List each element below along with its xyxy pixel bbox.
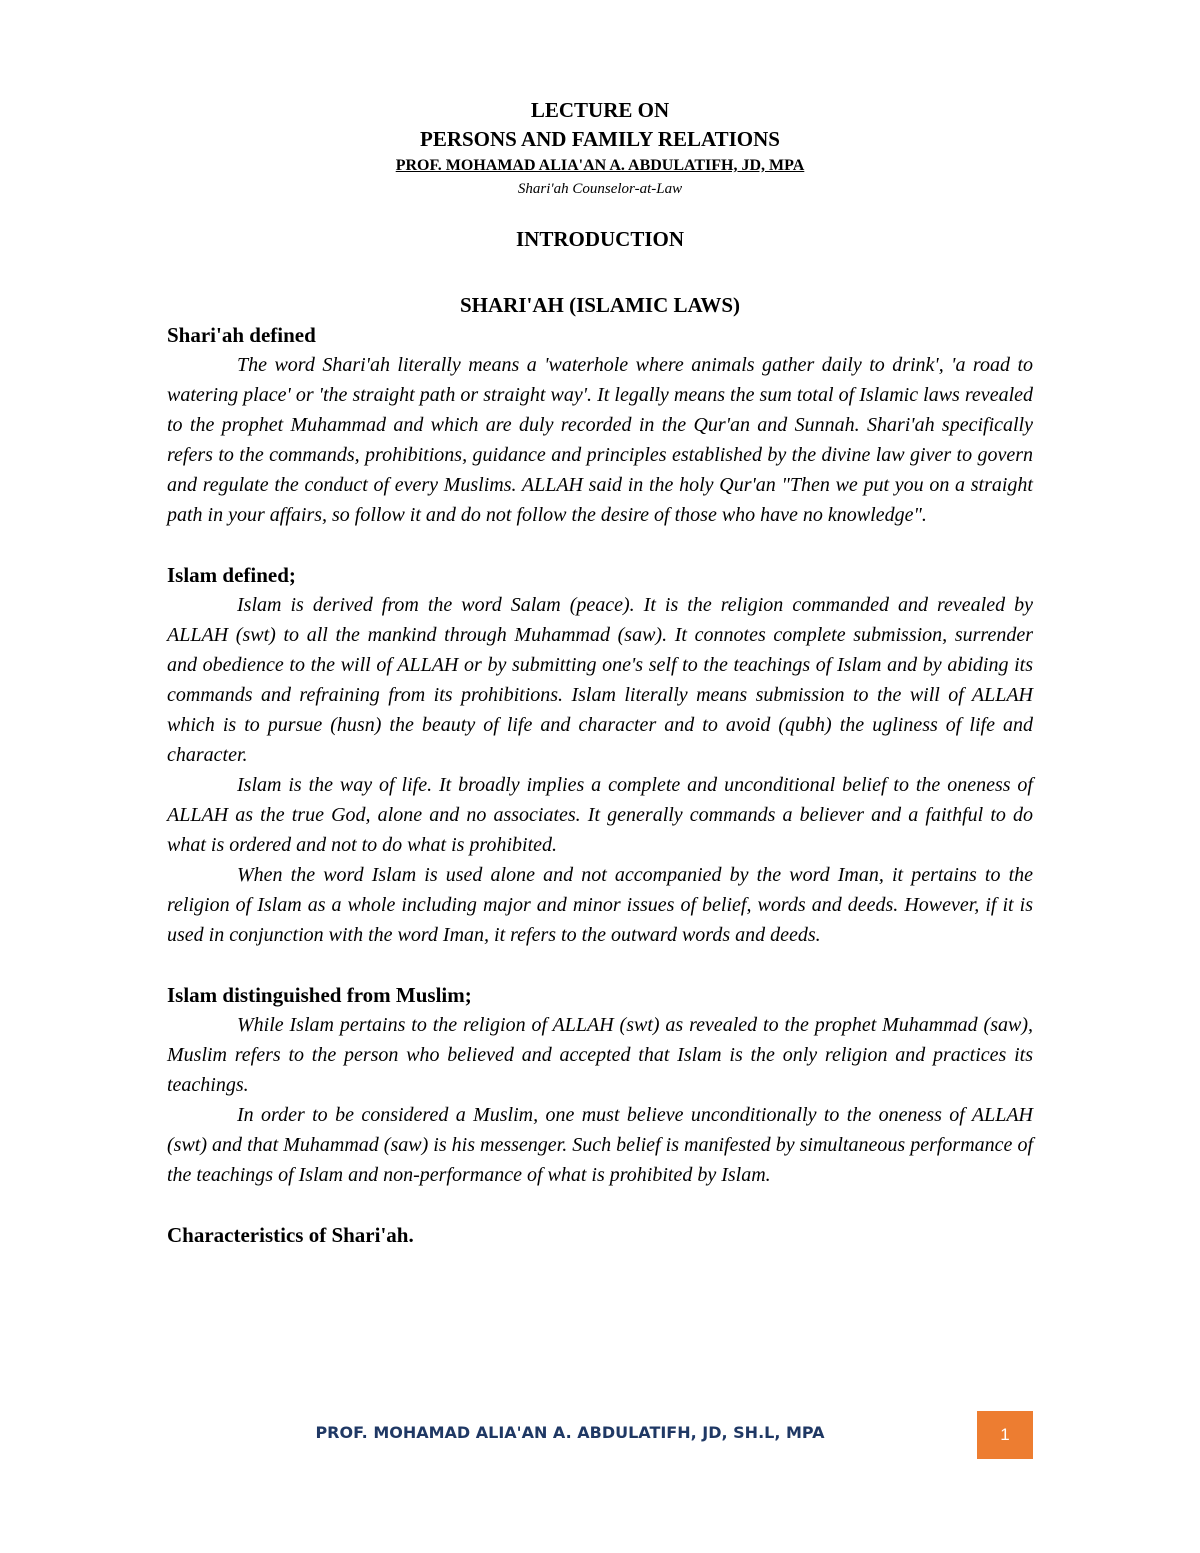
footer-author: PROF. MOHAMAD ALIA'AN A. ABDULATIFH, JD, SH.L, MPA <box>315 1423 825 1442</box>
section-islam-vs-muslim <box>167 980 1033 1190</box>
document-body <box>167 96 1033 1280</box>
sharia-title: SHARI'AH (ISLAMIC LAWS) <box>459 293 741 317</box>
page-number-badge: 1 <box>977 1411 1033 1459</box>
section-heading: Islam defined; <box>167 563 296 587</box>
page-footer <box>0 1411 1200 1459</box>
author-line: PROF. MOHAMAD ALIA'AN A. ABDULATIFH, JD, MPA <box>395 157 805 174</box>
section-sharia-defined <box>167 320 1033 530</box>
section-characteristics <box>167 1220 1033 1250</box>
subject-title: PERSONS AND FAMILY RELATIONS <box>420 127 780 151</box>
lecture-label: LECTURE ON <box>530 98 670 122</box>
section-heading: Islam distinguished from Muslim; <box>167 983 472 1007</box>
section-heading: Shari'ah defined <box>167 323 316 347</box>
paragraph: When the word Islam is used alone and not accompanied by the word Iman, it pertains to the religion of Islam as a whole including major and minor issues of belief, words and deeds. However, if it is used in conjunction with the word Iman, it refers to the outward words and deeds. <box>167 864 1033 946</box>
paragraph: Islam is derived from the word Salam (peace). It is the religion commanded and revealed by ALLAH (swt) to all the mankind through Muhammad (saw). It connotes complete submission, surrender and obedience to the will of ALLAH or by submitting one's self to the teachings of Islam and by abiding its commands and refraining from its prohibitions. Islam literally means submission to the will of ALLAH which is to pursue (husn) the beauty of life and character and to avoid (qubh) the ugliness of life and character. <box>167 594 1033 766</box>
introduction-heading: INTRODUCTION <box>515 227 685 251</box>
section-islam-defined <box>167 560 1033 950</box>
paragraph: While Islam pertains to the religion of ALLAH (swt) as revealed to the prophet Muhammad (saw), Muslim refers to the person who believed and accepted that Islam is the only religion and practices its teachings. <box>167 1014 1033 1096</box>
paragraph: Islam is the way of life. It broadly implies a complete and unconditional belief to the oneness of ALLAH as the true God, alone and no associates. It generally commands a believer and a faithful to do what is ordered and not to do what is prohibited. <box>167 774 1033 856</box>
paragraph: In order to be considered a Muslim, one must believe unconditionally to the oneness of ALLAH (swt) and that Muhammad (saw) is his messenger. Such belief is manifested by simultaneous performance of the teachings of Islam and non-performance of what is prohibited by Islam. <box>167 1104 1033 1186</box>
paragraph: The word Shari'ah literally means a 'waterhole where animals gather daily to drink', 'a road to watering place' or 'the straight path or straight way'. It legally means the sum total of Islamic laws revealed to the prophet Muhammad and which are duly recorded in the Qur'an and Sunnah. Shari'ah specifically refers to the commands, prohibitions, guidance and principles established by the divine law giver to govern and regulate the conduct of every Muslims. ALLAH said in the holy Qur'an "Then we put you on a straight path in your affairs, so follow it and do not follow the desire of those who have no knowledge". <box>167 354 1033 526</box>
section-heading: Characteristics of Shari'ah. <box>167 1223 414 1247</box>
author-role: Shari'ah Counselor-at-Law <box>517 181 683 197</box>
